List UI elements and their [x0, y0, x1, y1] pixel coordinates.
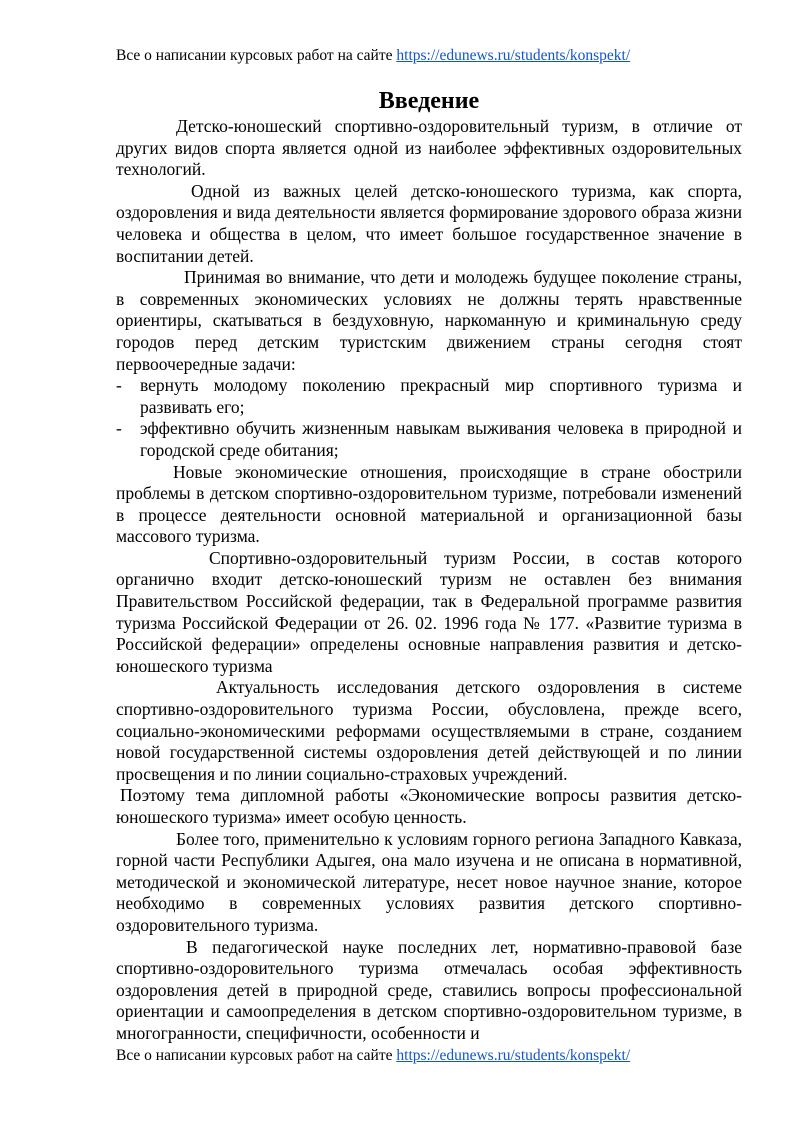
- page-header: [116, 46, 630, 66]
- paragraph: Новые экономические отношения, происходящие в стране обострили проблемы в детском спортивно-оздоровительном туризме, потребовали изменений в процессе деятельности основной материальной и организационной базы массового туризма.: [116, 461, 742, 547]
- tasks-list: [116, 375, 742, 461]
- list-item-text: вернуть молодому поколению прекрасный мир спортивного туризма и развивать его;: [140, 375, 742, 417]
- paragraph: Принимая во внимание, что дети и молодежь будущее поколение страны, в современных экономических условиях не должны терять нравственные ориентиры, скатываться в бездуховную, наркоманную и криминальную среду городов перед детским туристским движением страны сегодня стоят первоочередные задачи:: [116, 267, 742, 374]
- header-link[interactable]: https://edunews.ru/students/konspekt/: [396, 47, 631, 64]
- page-footer: [116, 1046, 630, 1066]
- paragraph: Актуальность исследования детского оздоровления в системе спортивно-оздоровительного туризма России, обусловлена, прежде всего, социально-экономическими реформами осуществляемыми в стране, созданием новой государственной системы оздоровления детей действующей и по линии просвещения и по линии социально-страховых учреждений.: [116, 677, 742, 784]
- paragraph: Детско-юношеский спортивно-оздоровительный туризм, в отличие от других видов спорта является одной из наиболее эффективных оздоровительных технологий.: [116, 116, 742, 180]
- paragraph: Одной из важных целей детско-юношеского туризма, как спорта, оздоровления и вида деятельности является формирование здорового образа жизни человека и общества в целом, что имеет большое государственное значение в воспитании детей.: [116, 180, 742, 266]
- list-item-text: эффективно обучить жизненным навыкам выживания человека в природной и городской среде обитания;: [140, 418, 742, 460]
- paragraph: Спортивно-оздоровительный туризм России, в состав которого органично входит детско-юношеский туризм не оставлен без внимания Правительством Российской федерации, так в Федеральной программе развития туризма Российской Федерации от 26. 02. 1996 года № 177. «Развитие туризма в Российской федерации» определены основные направления развития и детско-юношеского туризма: [116, 547, 742, 676]
- list-bullet: -: [116, 418, 122, 439]
- list-item: [116, 418, 742, 461]
- paragraph: Более того, применительно к условиям горного региона Западного Кавказа, горной части Республики Адыгея, она мало изучена и не описана в нормативной, методической и экономической литературе, несет новое научное знание, которое необходимо в современных условиях развития детского спортивно-оздоровительного туризма.: [116, 828, 742, 935]
- page-title: Введение: [378, 88, 480, 114]
- paragraph: В педагогической науке последних лет, нормативно-правовой базе спортивно-оздоровительного туризма отмечалась особая эффективность оздоровления детей в природной среде, ставились вопросы профессиональной ориентации и самоопределения в детском спортивно-оздоровительном туризме, в многогранности, специфичности, особенности и: [116, 936, 742, 1043]
- list-item: [116, 375, 742, 418]
- list-bullet: -: [116, 375, 122, 396]
- paragraph: Поэтому тема дипломной работы «Экономические вопросы развития детско-юношеского туризма» имеет особую ценность.: [116, 785, 742, 827]
- header-text: Все о написании курсовых работ на сайте: [116, 47, 397, 64]
- footer-link[interactable]: https://edunews.ru/students/konspekt/: [396, 1047, 631, 1064]
- footer-text: Все о написании курсовых работ на сайте: [116, 1047, 397, 1064]
- document-body: [116, 116, 742, 1045]
